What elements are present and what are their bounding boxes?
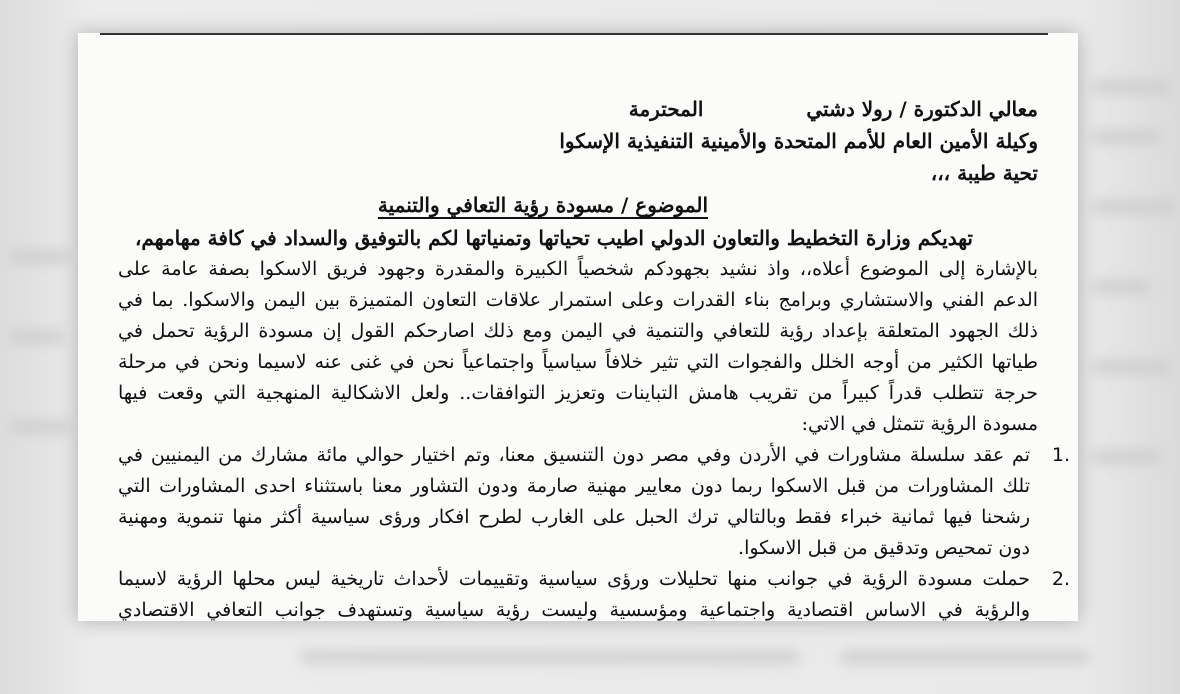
recipient-title: وكيلة الأمين العام للأمم المتحدة والأمينية التنفيذية الإسكوا: [559, 129, 1038, 153]
body-paragraph: [118, 254, 1038, 440]
subject-line: [118, 189, 1038, 222]
list-line: حملت مسودة الرؤية في جوانب منها تحليلات ورؤى سياسية وتقييمات لأحداث تاريخية ليس محلها الرؤية لاسيما: [118, 568, 1030, 590]
list-line: تلك المشاورات من قبل الاسكوا ربما دون معايير مهنية صارمة ودون التشاور معنا باستثناء احدى المشاورات التي: [118, 475, 1030, 497]
recipient-name: معالي الدكتورة / رولا دشتي: [806, 97, 1038, 121]
body-line: طياتها الكثير من أوجه الخلل والفجوات التي تثير خلافاً سياسياً واجتماعياً نحن في غنى عنه لاسيما ونحن في مرحلة: [118, 351, 1038, 373]
honorific: المحترمة: [628, 97, 704, 121]
letter-body: [118, 93, 1070, 621]
body-line: الدعم الفني والاستشاري وبرامج بناء القدرات وعلى استمرار علاقات التعاون المتميزة بين اليمن والاسكوا. بما في: [118, 289, 1038, 311]
greeting-line: تهديكم وزارة التخطيط والتعاون الدولي اطيب تحياتها وتمنياتها لكم بالتوفيق والسداد في كافة مهامهم،: [134, 226, 973, 250]
letter-page: [78, 33, 1078, 621]
recipient-line: [118, 93, 1038, 125]
opening-salutation: تحية طيبة ،،،: [930, 161, 1038, 185]
body-line: ذلك الجهود المتعلقة بإعداد رؤية للتعافي والتنمية في اليمن ومع ذلك اصارحكم القول إن مسودة الرؤية تحمل في: [118, 320, 1038, 342]
body-line: حرجة تتطلب قدراً كبيراً من تقريب هامش التباينات وتعزيز التوافقات.. ولعل الاشكالية المنهجية التي وقعت فيها: [118, 382, 1038, 404]
list-line: والرؤية في الاساس اقتصادية واجتماعية ومؤسسية وليست رؤية سياسية وتستهدف جوانب التعافي الاقتصادي: [118, 599, 1030, 621]
body-line: بالإشارة إلى الموضوع أعلاه،، واذ نشيد بجهودكم شخصياً الكبيرة والمقدرة وجهود فريق الاسكوا بصفة عامة على: [118, 258, 1038, 280]
list-line: تم عقد سلسلة مشاورات في الأردن وفي مصر دون التنسيق معنا، وتم اختيار حوالي مائة مشارك من اليمنيين في: [118, 444, 1030, 466]
top-rule: [100, 33, 1048, 35]
list-item-1: [118, 440, 1070, 564]
list-number: 2.: [1051, 568, 1070, 590]
list-line: دون تمحيص وتدقيق من قبل الاسكوا.: [738, 537, 1030, 559]
body-line: مسودة الرؤية تتمثل في الاتي:: [801, 413, 1038, 435]
list-number: 1.: [1051, 444, 1070, 466]
subject-text: الموضوع / مسودة رؤية التعافي والتنمية: [377, 193, 709, 217]
list-line: رشحنا فيها ثمانية خبراء فقط وبالتالي ترك الحبل على الغارب لطرح افكار ورؤى سياسية أكثر منها تنموية ومهنية: [118, 506, 1030, 528]
list-item-2: [118, 564, 1070, 621]
